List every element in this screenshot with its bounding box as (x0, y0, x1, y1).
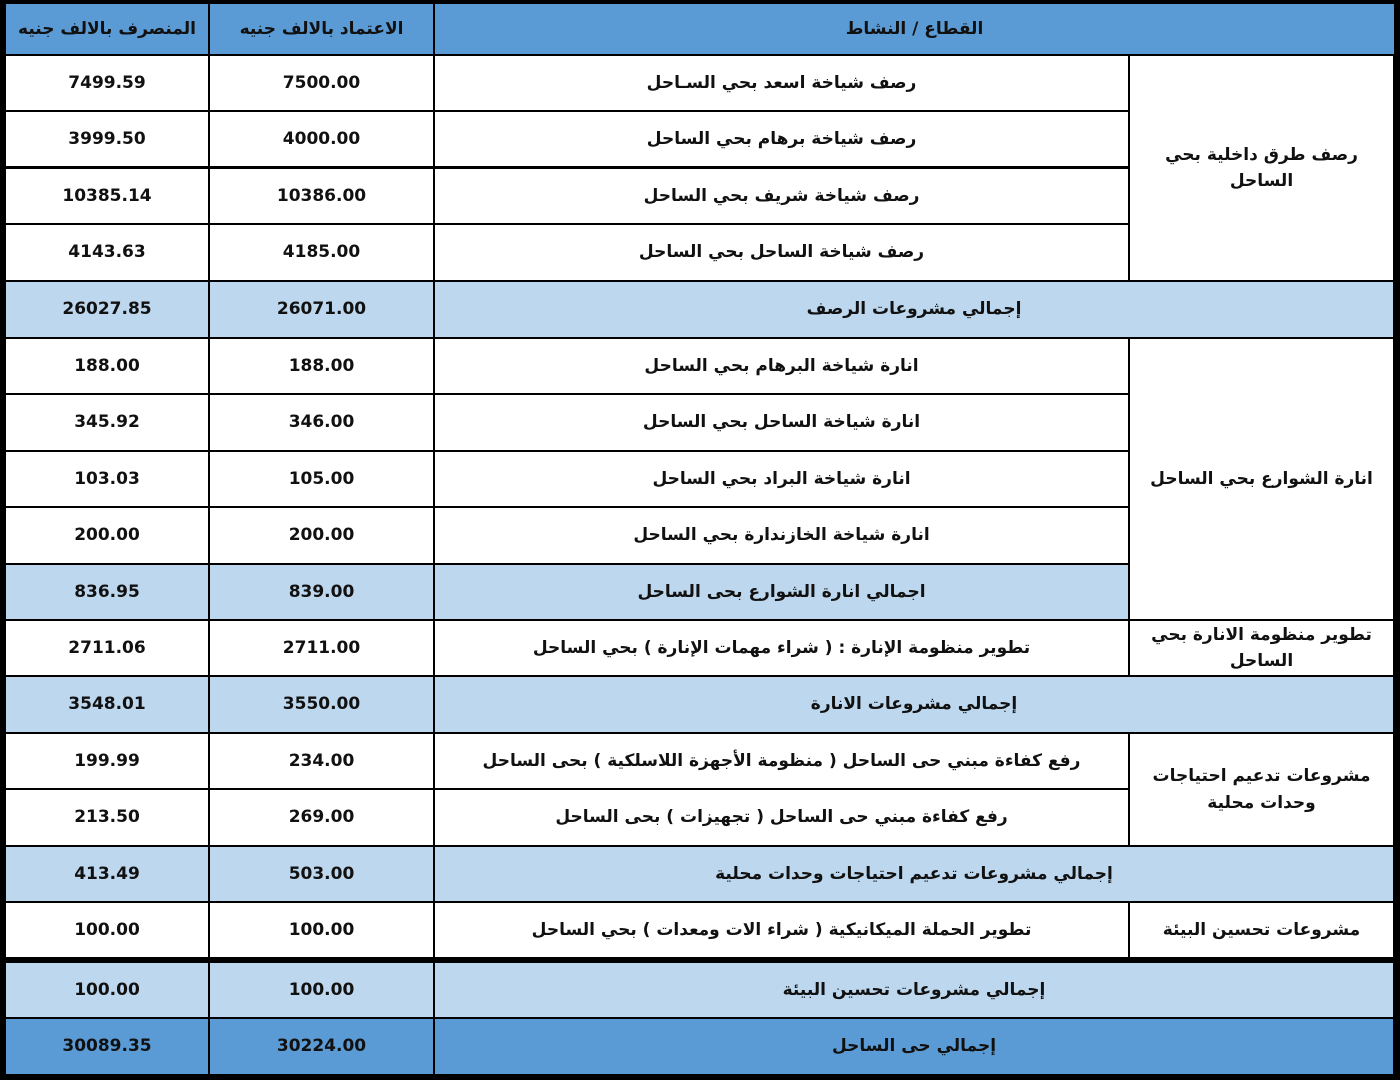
environment-subtotal-spent: 100.00 (6, 963, 208, 1017)
activity-cell: رصف شياخة شريف بحي الساحل (435, 169, 1128, 223)
spent-cell: 188.00 (6, 339, 208, 393)
header-approved: الاعتماد بالالف جنيه (210, 4, 433, 54)
paving-subtotal-spent: 26027.85 (6, 282, 208, 337)
spent-cell: 10385.14 (6, 169, 208, 223)
activity-cell: انارة شياخة الساحل بحي الساحل (435, 395, 1128, 450)
activity-cell: رفع كفاءة مبني حى الساحل ( تجهيزات ) بحى الساحل (435, 790, 1128, 845)
approved-cell: 10386.00 (210, 169, 433, 223)
sector-paving: رصف طرق داخلية بحي الساحل (1130, 56, 1393, 280)
local-units-subtotal-spent: 413.49 (6, 847, 208, 901)
lighting-subtotal-label: إجمالي مشروعات الانارة (435, 677, 1393, 732)
spent-cell: 7499.59 (6, 56, 208, 110)
spent-cell: 345.92 (6, 395, 208, 450)
approved-cell: 346.00 (210, 395, 433, 450)
lighting-subtotal-spent: 3548.01 (6, 677, 208, 732)
grand-total-label: إجمالي حى الساحل (435, 1019, 1393, 1074)
sector-local-units: مشروعات تدعيم احتياجات وحدات محلية (1130, 734, 1393, 845)
approved-cell: 200.00 (210, 508, 433, 563)
spent-cell: 103.03 (6, 452, 208, 506)
activity-cell: رصف شياخة برهام بحي الساحل (435, 112, 1128, 166)
sector-street-lighting: انارة الشوارع بحي الساحل (1130, 339, 1393, 619)
activity-cell: رفع كفاءة مبني حى الساحل ( منظومة الأجهزة اللاسلكية ) بحى الساحل (435, 734, 1128, 788)
approved-cell: 269.00 (210, 790, 433, 845)
activity-cell: انارة شياخة البرهام بحي الساحل (435, 339, 1128, 393)
activity-cell: تطوير منظومة الإنارة : ( شراء مهمات الإنارة ) بحي الساحل (435, 621, 1128, 675)
spent-cell: 2711.06 (6, 621, 208, 675)
grand-total-spent: 30089.35 (6, 1019, 208, 1074)
sector-lighting-development: تطوير منظومة الانارة بحي الساحل (1130, 621, 1393, 675)
spent-cell: 3999.50 (6, 112, 208, 166)
street-lighting-subtotal-label: اجمالي انارة الشوارع بحى الساحل (435, 565, 1128, 619)
header-sector: القطاع / النشاط (435, 4, 1394, 54)
spent-cell: 199.99 (6, 734, 208, 788)
approved-cell: 105.00 (210, 452, 433, 506)
spent-cell: 100.00 (6, 903, 208, 957)
activity-cell: رصف شياخة اسعد بحي السـاحل (435, 56, 1128, 110)
paving-subtotal-approved: 26071.00 (210, 282, 433, 337)
street-lighting-subtotal-approved: 839.00 (210, 565, 433, 619)
activity-cell: تطوير الحملة الميكانيكية ( شراء الات ومعدات ) بحي الساحل (435, 903, 1128, 957)
activity-cell: انارة شياخة البراد بحي الساحل (435, 452, 1128, 506)
approved-cell: 100.00 (210, 903, 433, 957)
lighting-subtotal-approved: 3550.00 (210, 677, 433, 732)
approved-cell: 2711.00 (210, 621, 433, 675)
approved-cell: 4000.00 (210, 112, 433, 166)
approved-cell: 234.00 (210, 734, 433, 788)
environment-subtotal-approved: 100.00 (210, 963, 433, 1017)
local-units-subtotal-approved: 503.00 (210, 847, 433, 901)
activity-cell: انارة شياخة الخازندارة بحي الساحل (435, 508, 1128, 563)
approved-cell: 4185.00 (210, 225, 433, 280)
spent-cell: 200.00 (6, 508, 208, 563)
header-spent: المنصرف بالالف جنيه (6, 4, 208, 54)
projects-table (4, 4, 1394, 1075)
activity-cell: رصف شياخة الساحل بحي الساحل (435, 225, 1128, 280)
grand-total-approved: 30224.00 (210, 1019, 433, 1074)
sector-environment: مشروعات تحسين البيئة (1130, 903, 1393, 957)
spent-cell: 4143.63 (6, 225, 208, 280)
street-lighting-subtotal-spent: 836.95 (6, 565, 208, 619)
approved-cell: 188.00 (210, 339, 433, 393)
environment-subtotal-label: إجمالي مشروعات تحسين البيئة (435, 963, 1393, 1017)
approved-cell: 7500.00 (210, 56, 433, 110)
local-units-subtotal-label: إجمالي مشروعات تدعيم احتياجات وحدات محلية (435, 847, 1393, 901)
paving-subtotal-label: إجمالي مشروعات الرصف (435, 282, 1393, 337)
spent-cell: 213.50 (6, 790, 208, 845)
